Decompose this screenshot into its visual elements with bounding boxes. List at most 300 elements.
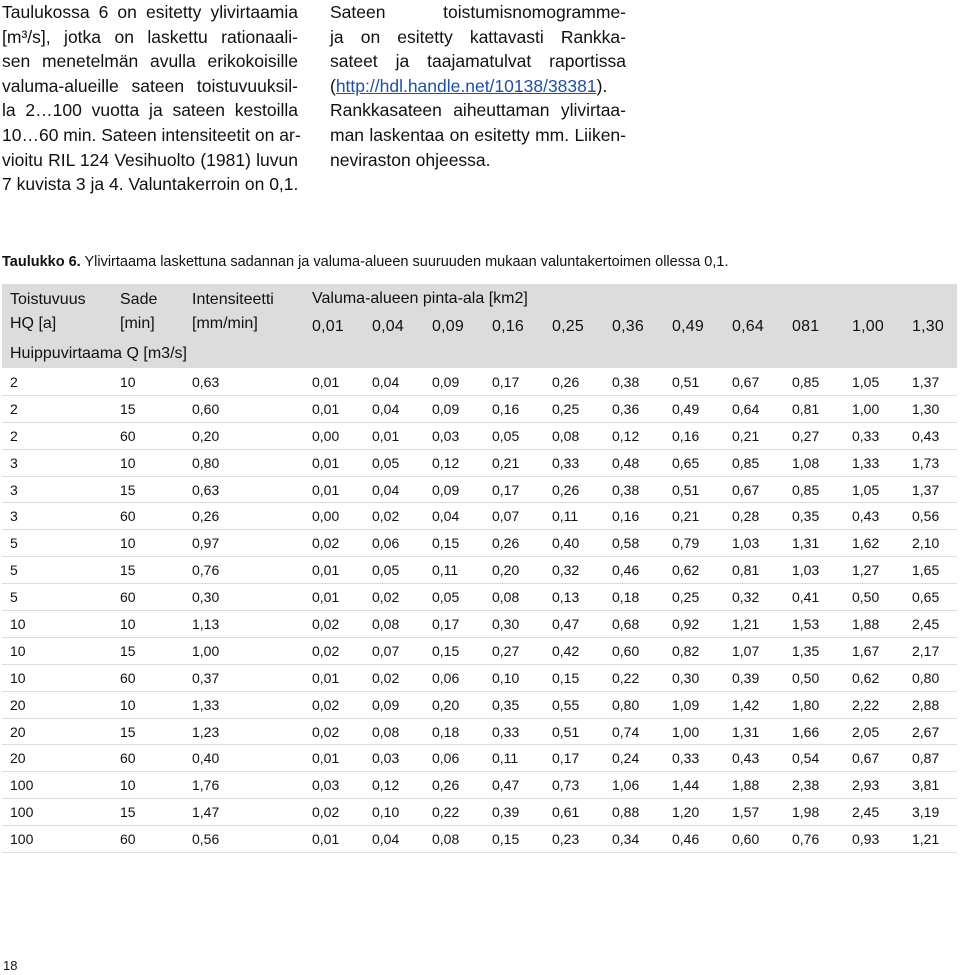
table-cell: 0,07 <box>484 503 544 530</box>
table-cell: 0,02 <box>304 799 364 826</box>
table-cell: 1,57 <box>724 799 784 826</box>
table-cell: 1,31 <box>724 718 784 745</box>
table-cell: 0,17 <box>544 745 604 772</box>
paren-close: ). <box>596 75 608 96</box>
table-cell: 0,01 <box>364 422 424 449</box>
table-cell: 0,63 <box>184 476 304 503</box>
right-line-1: Sateen toistumisnomogramme- <box>330 2 626 22</box>
table-cell: 0,48 <box>604 449 664 476</box>
table-cell: 0,41 <box>784 584 844 611</box>
table-cell: 0,65 <box>664 449 724 476</box>
table-cell: 1,98 <box>784 799 844 826</box>
table-cell: 1,21 <box>724 611 784 638</box>
table-cell: 0,38 <box>604 369 664 396</box>
table-row <box>2 369 957 396</box>
table-cell: 0,05 <box>484 422 544 449</box>
left-line-1: Taulukossa 6 on esitetty ylivirtaamia <box>2 2 298 22</box>
table-cell: 0,02 <box>304 611 364 638</box>
table-cell: 1,07 <box>724 637 784 664</box>
table-cell: 1,05 <box>844 369 904 396</box>
table-cell: 0,15 <box>544 664 604 691</box>
table-cell: 0,16 <box>604 503 664 530</box>
table-cell: 0,67 <box>844 745 904 772</box>
table-cell: 0,16 <box>484 395 544 422</box>
table-cell: 2,93 <box>844 772 904 799</box>
table-cell: 0,92 <box>664 611 724 638</box>
left-line-7: vioitu RIL 124 Vesihuolto (1981) luvun <box>2 149 298 170</box>
table-cell: 15 <box>112 718 184 745</box>
table-cell: 1,62 <box>844 530 904 557</box>
table-cell: 15 <box>112 395 184 422</box>
table-cell: 2,10 <box>904 530 957 557</box>
table-cell: 0,15 <box>424 637 484 664</box>
table-cell: 0,02 <box>304 718 364 745</box>
table-cell: 2,88 <box>904 691 957 718</box>
table-cell: 0,08 <box>484 584 544 611</box>
table-cell: 2,67 <box>904 718 957 745</box>
table-cell: 2,38 <box>784 772 844 799</box>
table-cell: 1,33 <box>184 691 304 718</box>
table-cell: 60 <box>112 826 184 853</box>
table-cell: 0,09 <box>364 691 424 718</box>
table-cell: 0,33 <box>484 718 544 745</box>
table-row <box>2 664 957 691</box>
right-line-3: sateet ja taajamatulvat raportissa <box>330 51 626 72</box>
table-cell: 1,44 <box>664 772 724 799</box>
table-cell: 5 <box>2 557 112 584</box>
area-header-cell: 0,49 <box>672 318 704 335</box>
table-cell: 0,10 <box>484 664 544 691</box>
table-cell: 1,03 <box>784 557 844 584</box>
table-cell: 60 <box>112 584 184 611</box>
table-cell: 0,16 <box>664 422 724 449</box>
table-cell: 0,08 <box>364 611 424 638</box>
table-cell: 20 <box>2 718 112 745</box>
table-cell: 0,42 <box>544 637 604 664</box>
table-cell: 0,21 <box>724 422 784 449</box>
table-cell: 0,46 <box>604 557 664 584</box>
area-header-cell: 0,16 <box>492 318 524 335</box>
header-sade: Sade [min] <box>120 291 158 332</box>
table-cell: 0,54 <box>784 745 844 772</box>
page-number: 18 <box>3 958 18 973</box>
table-cell: 1,66 <box>784 718 844 745</box>
table-cell: 1,65 <box>904 557 957 584</box>
table-cell: 0,26 <box>484 530 544 557</box>
table-cell: 0,03 <box>364 745 424 772</box>
table-cell: 0,85 <box>784 476 844 503</box>
table-cell: 0,32 <box>544 557 604 584</box>
table-cell: 0,88 <box>604 799 664 826</box>
area-header-cell: 1,30 <box>912 318 944 335</box>
table-cell: 0,73 <box>544 772 604 799</box>
table-cell: 0,81 <box>784 395 844 422</box>
table-cell: 3 <box>2 476 112 503</box>
table-cell: 0,76 <box>784 826 844 853</box>
table-cell: 1,08 <box>784 449 844 476</box>
table-cell: 0,47 <box>484 772 544 799</box>
table-cell: 0,06 <box>424 745 484 772</box>
table-cell: 0,43 <box>904 422 957 449</box>
right-paragraph <box>330 0 626 172</box>
table-row <box>2 557 957 584</box>
header-intensiteetti: Intensiteetti [mm/min] <box>192 291 274 332</box>
table-cell: 0,56 <box>184 826 304 853</box>
table-cell: 2,22 <box>844 691 904 718</box>
table-cell: 1,13 <box>184 611 304 638</box>
table-cell: 0,81 <box>724 557 784 584</box>
table-cell: 3 <box>2 503 112 530</box>
table-cell: 0,65 <box>904 584 957 611</box>
table-cell: 0,26 <box>424 772 484 799</box>
table-cell: 0,87 <box>904 745 957 772</box>
table-cell: 0,15 <box>484 826 544 853</box>
table-cell: 0,64 <box>724 395 784 422</box>
table-cell: 10 <box>112 611 184 638</box>
table-cell: 1,80 <box>784 691 844 718</box>
area-header-cell: 0,09 <box>432 318 464 335</box>
table-cell: 1,00 <box>184 637 304 664</box>
table-row <box>2 584 957 611</box>
table-row <box>2 530 957 557</box>
table-cell: 60 <box>112 422 184 449</box>
table-cell: 0,30 <box>184 584 304 611</box>
header-huippuvirtaama: Huippuvirtaama Q [m3/s] <box>10 345 187 362</box>
table-cell: 0,55 <box>544 691 604 718</box>
table-cell: 0,60 <box>184 395 304 422</box>
table-cell: 0,11 <box>424 557 484 584</box>
table-cell: 0,47 <box>544 611 604 638</box>
table-cell: 0,01 <box>304 476 364 503</box>
table-cell: 0,58 <box>604 530 664 557</box>
table-cell: 0,18 <box>604 584 664 611</box>
table-cell: 0,12 <box>604 422 664 449</box>
table-cell: 0,67 <box>724 476 784 503</box>
table-cell: 0,09 <box>424 369 484 396</box>
table-row <box>2 422 957 449</box>
table-cell: 10 <box>2 637 112 664</box>
table-row <box>2 637 957 664</box>
table-cell: 0,01 <box>304 826 364 853</box>
table-cell: 0,06 <box>424 664 484 691</box>
table-row <box>2 503 957 530</box>
right-line-7: neviraston ohjeessa. <box>330 149 491 170</box>
table-cell: 1,88 <box>724 772 784 799</box>
table-cell: 2 <box>2 369 112 396</box>
left-line-8: 7 kuvista 3 ja 4. Valuntakerroin on 0,1. <box>2 174 299 195</box>
table-caption <box>2 252 729 272</box>
table-cell: 0,51 <box>664 369 724 396</box>
table-cell: 0,12 <box>424 449 484 476</box>
table-row <box>2 799 957 826</box>
table-cell: 1,00 <box>844 395 904 422</box>
table-cell: 0,04 <box>364 369 424 396</box>
table-cell: 0,08 <box>364 718 424 745</box>
report-link[interactable]: http://hdl.handle.net/10138/38381 <box>335 75 597 96</box>
table-cell: 0,07 <box>364 637 424 664</box>
table-cell: 1,00 <box>664 718 724 745</box>
table-cell: 0,39 <box>724 664 784 691</box>
table-cell: 0,51 <box>664 476 724 503</box>
table-cell: 0,09 <box>424 476 484 503</box>
left-line-6: 10…60 min. Sateen intensiteetit on ar- <box>2 124 301 145</box>
table-cell: 0,79 <box>664 530 724 557</box>
table-cell: 0,02 <box>364 584 424 611</box>
table-cell: 15 <box>112 476 184 503</box>
caption-text: Ylivirtaama laskettuna sadannan ja valuma-alueen suuruuden mukaan valuntakertoimen ollessa 0,1. <box>80 254 729 270</box>
table-cell: 60 <box>112 745 184 772</box>
table-cell: 0,13 <box>544 584 604 611</box>
table-cell: 1,30 <box>904 395 957 422</box>
table-cell: 0,80 <box>604 691 664 718</box>
table-cell: 0,35 <box>784 503 844 530</box>
table-cell: 0,02 <box>304 691 364 718</box>
table-cell: 0,30 <box>484 611 544 638</box>
flow-table <box>2 284 957 853</box>
area-header-cell: 081 <box>792 318 820 335</box>
table-cell: 0,26 <box>544 476 604 503</box>
right-line-6: man laskentaa on esitetty mm. Liiken- <box>330 124 626 145</box>
table-cell: 60 <box>112 503 184 530</box>
table-cell: 0,74 <box>604 718 664 745</box>
table-cell: 10 <box>112 772 184 799</box>
table-cell: 0,50 <box>784 664 844 691</box>
table-cell: 0,27 <box>784 422 844 449</box>
left-line-4: valuma-alueille sateen toistuvuuksil- <box>2 75 298 96</box>
table-cell: 1,05 <box>844 476 904 503</box>
table-cell: 0,62 <box>664 557 724 584</box>
table-cell: 1,73 <box>904 449 957 476</box>
table-cell: 0,22 <box>604 664 664 691</box>
area-header-cell: 0,04 <box>372 318 404 335</box>
table-cell: 0,68 <box>604 611 664 638</box>
table-cell: 20 <box>2 745 112 772</box>
table-cell: 0,46 <box>664 826 724 853</box>
table-cell: 0,80 <box>904 664 957 691</box>
table-row <box>2 395 957 422</box>
table-cell: 0,22 <box>424 799 484 826</box>
table-cell: 1,35 <box>784 637 844 664</box>
table-cell: 0,43 <box>724 745 784 772</box>
table-cell: 0,40 <box>544 530 604 557</box>
table-cell: 1,27 <box>844 557 904 584</box>
area-header-cell: 0,36 <box>612 318 644 335</box>
table-cell: 0,08 <box>544 422 604 449</box>
table-cell: 2,05 <box>844 718 904 745</box>
table-cell: 20 <box>2 691 112 718</box>
table-cell: 0,00 <box>304 422 364 449</box>
table-cell: 0,17 <box>484 476 544 503</box>
area-header-cell: 1,00 <box>852 318 884 335</box>
table-cell: 0,18 <box>424 718 484 745</box>
table-cell: 60 <box>112 664 184 691</box>
table-cell: 0,97 <box>184 530 304 557</box>
table-cell: 1,47 <box>184 799 304 826</box>
caption-label: Taulukko 6. <box>2 254 81 270</box>
table-cell: 0,33 <box>844 422 904 449</box>
left-paragraph <box>2 0 301 197</box>
table-cell: 0,04 <box>364 826 424 853</box>
table-cell: 0,33 <box>544 449 604 476</box>
table-cell: 0,30 <box>664 664 724 691</box>
table-cell: 0,40 <box>184 745 304 772</box>
table-cell: 0,03 <box>304 772 364 799</box>
table-cell: 0,28 <box>724 503 784 530</box>
table-cell: 0,05 <box>364 449 424 476</box>
table-cell: 1,37 <box>904 476 957 503</box>
table-row <box>2 611 957 638</box>
table-cell: 10 <box>2 664 112 691</box>
table-cell: 0,62 <box>844 664 904 691</box>
table-cell: 1,21 <box>904 826 957 853</box>
table-cell: 10 <box>2 611 112 638</box>
table-cell: 0,21 <box>664 503 724 530</box>
table-row <box>2 691 957 718</box>
table-cell: 1,20 <box>664 799 724 826</box>
left-line-3: sen menetelmän avulla erikokoisille <box>2 51 298 72</box>
table-row <box>2 476 957 503</box>
table-cell: 1,67 <box>844 637 904 664</box>
table-cell: 0,00 <box>304 503 364 530</box>
table-cell: 0,23 <box>544 826 604 853</box>
table-row <box>2 718 957 745</box>
table-cell: 0,05 <box>424 584 484 611</box>
table-cell: 3 <box>2 449 112 476</box>
table-cell: 0,02 <box>304 530 364 557</box>
table-cell: 0,11 <box>484 745 544 772</box>
table-cell: 1,37 <box>904 369 957 396</box>
left-line-5: la 2…100 vuotta ja sateen kestoilla <box>2 100 298 121</box>
table-cell: 0,04 <box>364 395 424 422</box>
table-cell: 0,85 <box>784 369 844 396</box>
table-cell: 0,67 <box>724 369 784 396</box>
table-cell: 0,24 <box>604 745 664 772</box>
table-cell: 0,21 <box>484 449 544 476</box>
table-cell: 0,05 <box>364 557 424 584</box>
table-cell: 0,01 <box>304 664 364 691</box>
table-cell: 0,93 <box>844 826 904 853</box>
table-cell: 0,01 <box>304 449 364 476</box>
table-cell: 0,36 <box>604 395 664 422</box>
table-cell: 0,82 <box>664 637 724 664</box>
paren-open: ( <box>330 75 336 96</box>
table-cell: 0,20 <box>184 422 304 449</box>
table-cell: 0,10 <box>364 799 424 826</box>
table-cell: 0,43 <box>844 503 904 530</box>
table-cell: 0,50 <box>844 584 904 611</box>
table-cell: 15 <box>112 557 184 584</box>
table-cell: 10 <box>112 530 184 557</box>
table-cell: 0,60 <box>724 826 784 853</box>
table-cell: 5 <box>2 530 112 557</box>
table-cell: 1,23 <box>184 718 304 745</box>
table-cell: 0,08 <box>424 826 484 853</box>
table-cell: 0,39 <box>484 799 544 826</box>
table-cell: 0,26 <box>184 503 304 530</box>
area-header-cell: 0,01 <box>312 318 344 335</box>
table-cell: 0,01 <box>304 584 364 611</box>
table-cell: 0,25 <box>664 584 724 611</box>
table-cell: 0,34 <box>604 826 664 853</box>
table-cell: 0,01 <box>304 557 364 584</box>
header-toistuvuus: Toistuvuus HQ [a] <box>10 291 86 332</box>
table-cell: 2 <box>2 395 112 422</box>
table-cell: 0,80 <box>184 449 304 476</box>
table-cell: 0,76 <box>184 557 304 584</box>
table-cell: 0,04 <box>364 476 424 503</box>
table-cell: 1,06 <box>604 772 664 799</box>
right-line-2: ja on esitetty kattavasti Rankka- <box>330 26 626 47</box>
table-row <box>2 772 957 799</box>
table-cell: 0,33 <box>664 745 724 772</box>
table-cell: 100 <box>2 799 112 826</box>
table-cell: 2,45 <box>904 611 957 638</box>
table-cell: 0,02 <box>304 637 364 664</box>
left-line-2: [m³/s], jotka on laskettu rationaali- <box>2 26 298 47</box>
table-cell: 15 <box>112 637 184 664</box>
table-cell: 0,02 <box>364 664 424 691</box>
right-line-5: Rankkasateen aiheuttaman ylivirtaa- <box>330 100 626 121</box>
table-cell: 1,53 <box>784 611 844 638</box>
table-cell: 0,09 <box>424 395 484 422</box>
table-cell: 2 <box>2 422 112 449</box>
table-cell: 0,38 <box>604 476 664 503</box>
table-cell: 0,20 <box>424 691 484 718</box>
table-cell: 10 <box>112 449 184 476</box>
table-cell: 0,17 <box>484 369 544 396</box>
table-cell: 1,33 <box>844 449 904 476</box>
table-cell: 0,17 <box>424 611 484 638</box>
table-cell: 3,81 <box>904 772 957 799</box>
table-cell: 1,03 <box>724 530 784 557</box>
table-cell: 0,85 <box>724 449 784 476</box>
area-header-cell: 0,64 <box>732 318 764 335</box>
table-cell: 0,01 <box>304 745 364 772</box>
table-cell: 0,15 <box>424 530 484 557</box>
table-cell: 0,63 <box>184 369 304 396</box>
table-cell: 15 <box>112 799 184 826</box>
table-cell: 1,09 <box>664 691 724 718</box>
table-cell: 0,11 <box>544 503 604 530</box>
table-row <box>2 826 957 853</box>
table-cell: 10 <box>112 691 184 718</box>
table-cell: 100 <box>2 826 112 853</box>
table-cell: 2,45 <box>844 799 904 826</box>
table-cell: 3,19 <box>904 799 957 826</box>
table-cell: 10 <box>112 369 184 396</box>
table-cell: 1,88 <box>844 611 904 638</box>
right-line-4 <box>330 74 626 99</box>
table-cell: 0,32 <box>724 584 784 611</box>
table-cell: 0,03 <box>424 422 484 449</box>
table-cell: 0,04 <box>424 503 484 530</box>
table-row <box>2 745 957 772</box>
table-cell: 0,01 <box>304 369 364 396</box>
table-cell: 0,12 <box>364 772 424 799</box>
table-cell: 0,25 <box>544 395 604 422</box>
table-cell: 0,49 <box>664 395 724 422</box>
area-header-cell: 0,25 <box>552 318 584 335</box>
table-cell: 2,17 <box>904 637 957 664</box>
table-cell: 0,60 <box>604 637 664 664</box>
table-cell: 0,20 <box>484 557 544 584</box>
table-cell: 5 <box>2 584 112 611</box>
table-cell: 0,35 <box>484 691 544 718</box>
table-cell: 1,31 <box>784 530 844 557</box>
table-cell: 0,51 <box>544 718 604 745</box>
table-cell: 0,06 <box>364 530 424 557</box>
table-cell: 1,76 <box>184 772 304 799</box>
